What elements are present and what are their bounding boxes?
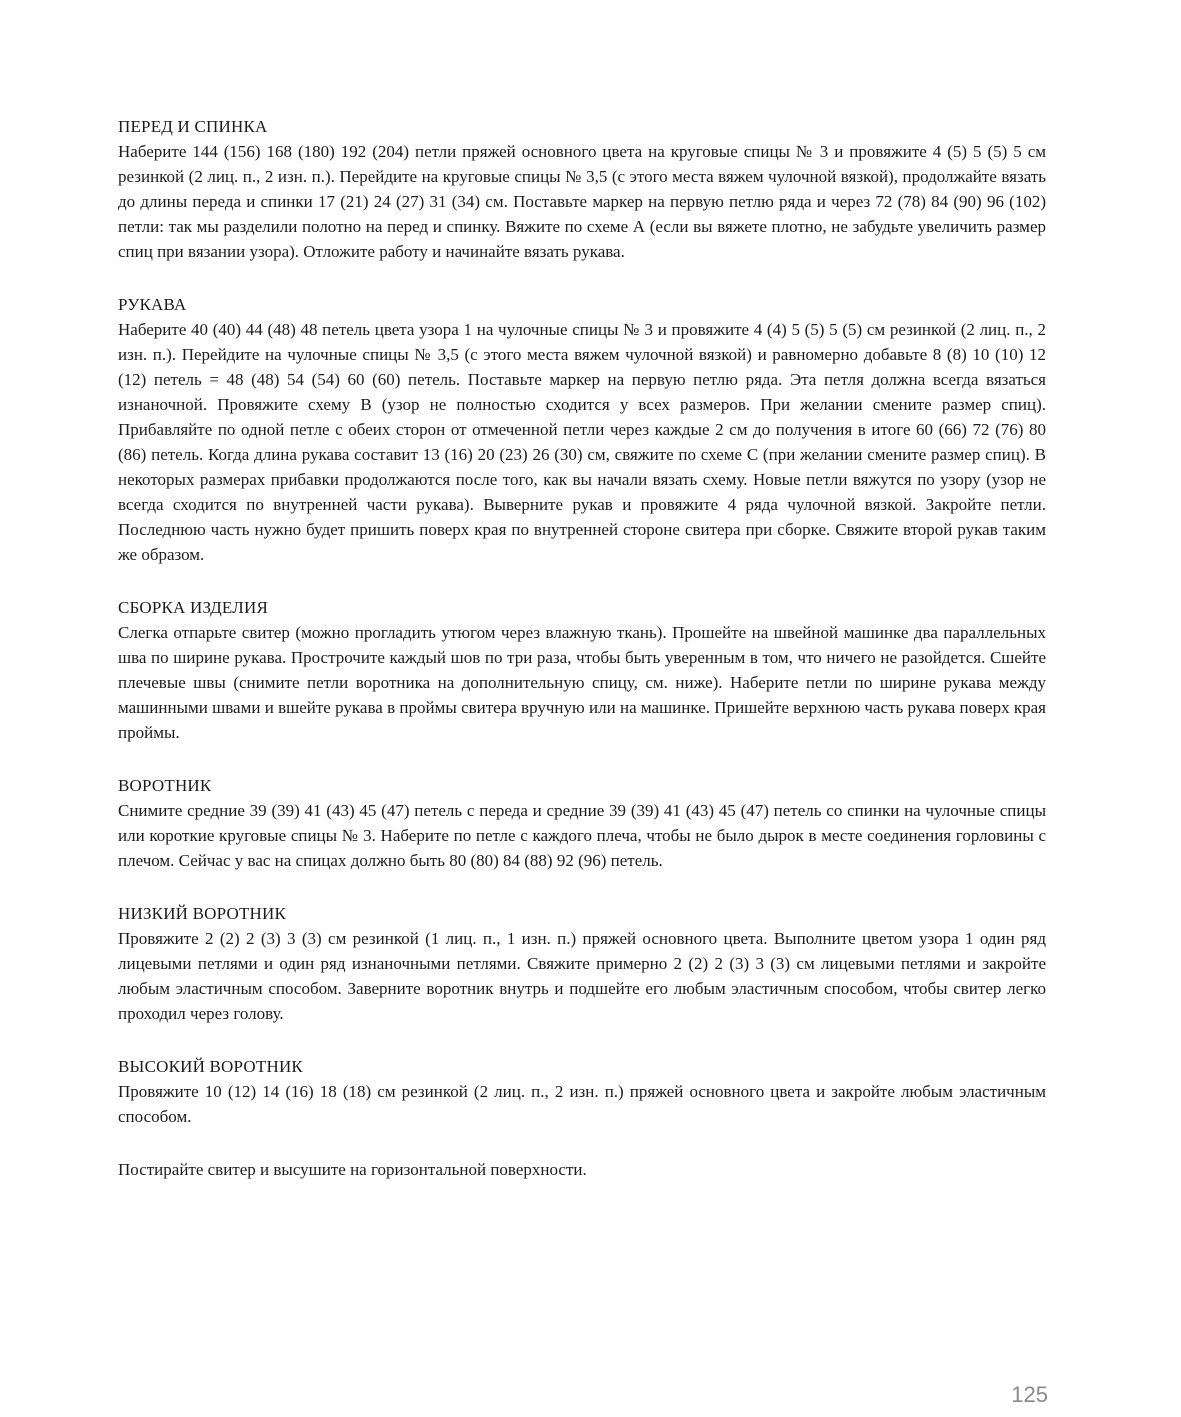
section-paragraph: Наберите 40 (40) 44 (48) 48 петель цвета узора 1 на чулочные спицы № 3 и провяжите 4 (4) 5 (5) 5 (5) см резинкой (2 лиц. п., 2 изн. п.). Перейдите на чулочные спицы № 3,5 (с этого места вяжем чулочной вязкой) и равномерно добавьте 8 (8) 10 (10) 12 (12) петель = 48 (48) 54 (54) 60 (60) петель. Поставьте маркер на первую петлю ряда. Эта петля должна всегда вязаться изнаночной. Провяжите схему B (узор не полностью сходится у всех размеров. При желании смените размер спиц). Прибавляйте по одной петле с обеих сторон от отмеченной петли через каждые 2 см до получения в итоге 60 (66) 72 (76) 80 (86) петель. Когда длина рукава составит 13 (16) 20 (23) 26 (30) см, свяжите по схеме C (при желании смените размер спиц). В некоторых размерах прибавки продолжаются после того, как вы начали вязать схему. Новые петли вяжутся по узору (узор не всегда сходится по внутренней части рукава). Выверните рукав и провяжите 4 ряда чулочной вязкой. Закройте петли. Последнюю часть нужно будет пришить поверх края по внутренней стороне свитера при сборке. Свяжите второй рукав таким же образом. (118, 320, 1046, 564)
section-paragraph: Провяжите 2 (2) 2 (3) 3 (3) см резинкой (1 лиц. п., 1 изн. п.) пряжей основного цвета. Выполните цветом узора 1 один ряд лицевыми петлями и один ряд изнаночными петлями. Свяжите примерно 2 (2) 2 (3) 3 (3) см лицевыми петлями и закройте любым эластичным способом. Заверните воротник внутрь и подшейте его любым эластичным способом, чтобы свитер легко проходил через голову. (118, 929, 1046, 1023)
page-content (118, 114, 1046, 1182)
section-paragraph: Наберите 144 (156) 168 (180) 192 (204) петли пряжей основного цвета на круговые спицы № 3 и провяжите 4 (5) 5 (5) 5 см резинкой (2 лиц. п., 2 изн. п.). Перейдите на круговые спицы № 3,5 (с этого места вяжем чулочной вязкой), продолжайте вязать до длины переда и спинки 17 (21) 24 (27) 31 (34) см. Поставьте маркер на первую петлю ряда и через 72 (78) 84 (90) 96 (102) петли: так мы разделили полотно на перед и спинку. Вяжите по схеме А (если вы вяжете плотно, не забудьте увеличить размер спиц при вязании узора). Отложите работу и начинайте вязать рукава. (118, 142, 1046, 261)
section-heading: СБОРКА ИЗДЕЛИЯ (118, 598, 269, 617)
section-low-collar (118, 901, 1046, 1026)
section-heading: ВОРОТНИК (118, 776, 212, 795)
section-heading: РУКАВА (118, 295, 187, 314)
section-high-collar (118, 1054, 1046, 1129)
section-assembly (118, 595, 1046, 745)
section-heading: НИЗКИЙ ВОРОТНИК (118, 904, 287, 923)
section-paragraph: Слегка отпарьте свитер (можно прогладить утюгом через влажную ткань). Прошейте на швейной машинке два параллельных шва по ширине рукава. Прострочите каждый шов по три раза, чтобы быть уверенным в том, что ничего не разойдется. Сшейте плечевые швы (снимите петли воротника на дополнительную спицу, см. ниже). Наберите петли по ширине рукава между машинными швами и вшейте рукава в проймы свитера вручную или на машинке. Пришейте верхнюю часть рукава поверх края проймы. (118, 623, 1046, 742)
section-front-back (118, 114, 1046, 264)
page-number: 125 (1011, 1382, 1048, 1407)
section-collar (118, 773, 1046, 873)
section-paragraph: Провяжите 10 (12) 14 (16) 18 (18) см резинкой (2 лиц. п., 2 изн. п.) пряжей основного цвета и закройте любым эластичным способом. (118, 1082, 1046, 1126)
section-paragraph: Снимите средние 39 (39) 41 (43) 45 (47) петель с переда и средние 39 (39) 41 (43) 45 (47) петель со спинки на чулочные спицы или короткие круговые спицы № 3. Наберите по петле с каждого плеча, чтобы не было дырок в месте соединения горловины с плечом. Сейчас у вас на спицах должно быть 80 (80) 84 (88) 92 (96) петель. (118, 801, 1046, 870)
section-sleeves (118, 292, 1046, 567)
section-heading: ВЫСОКИЙ ВОРОТНИК (118, 1057, 303, 1076)
closing-instruction: Постирайте свитер и высушите на горизонтальной поверхности. (118, 1160, 587, 1179)
section-heading: ПЕРЕД И СПИНКА (118, 117, 268, 136)
